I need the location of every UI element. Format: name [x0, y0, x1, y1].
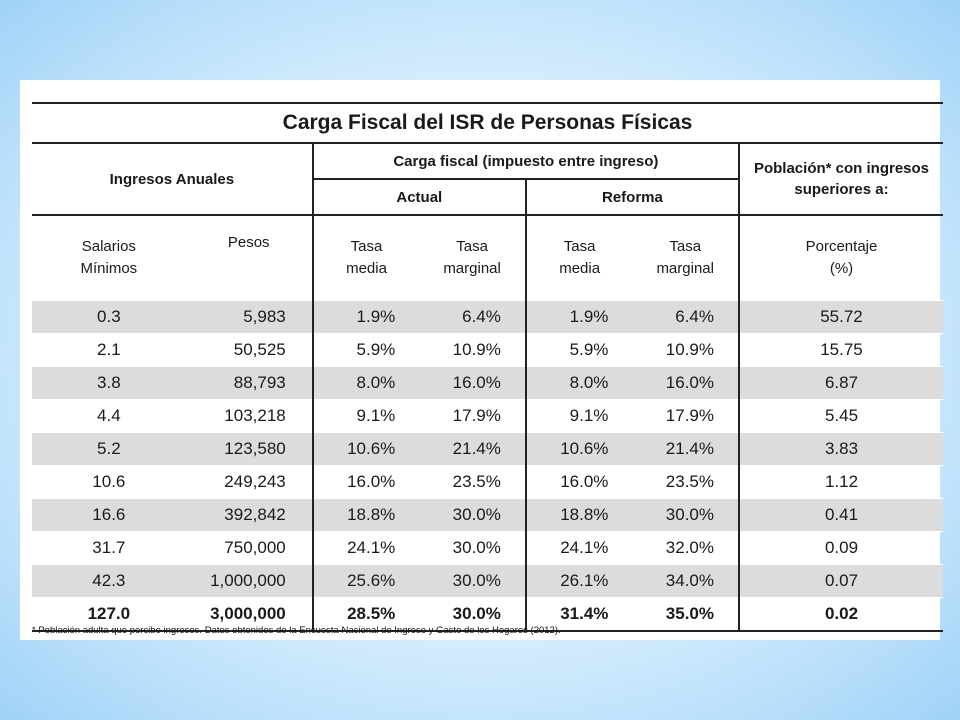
- cell-reforma-tasa-marginal: 34.0%: [632, 565, 739, 598]
- cell-actual-tasa-media: 25.6%: [313, 565, 420, 598]
- cell-actual-tasa-media: 24.1%: [313, 532, 420, 565]
- cell-poblacion-porcentaje: 0.07: [739, 565, 943, 598]
- header-poblacion-line2: superiores a:: [794, 181, 889, 198]
- header-ingresos: Ingresos Anuales: [32, 143, 313, 215]
- cell-salarios-minimos: 42.3: [32, 565, 186, 598]
- porcentaje-line2: (%): [829, 260, 854, 277]
- cell-salarios-minimos: 31.7: [32, 532, 186, 565]
- cell-reforma-tasa-media: 8.0%: [526, 367, 633, 400]
- cell-actual-tasa-marginal: 23.5%: [419, 466, 526, 499]
- cell-reforma-tasa-media: 1.9%: [526, 301, 633, 334]
- header-actual: Actual: [313, 179, 526, 215]
- header-reforma: Reforma: [526, 179, 739, 215]
- table-row: [32, 334, 943, 367]
- cell-reforma-tasa-media: 24.1%: [526, 532, 633, 565]
- cell-actual-tasa-media: 28.5%: [313, 598, 420, 632]
- header-salarios-minimos: [32, 215, 186, 301]
- cell-salarios-minimos: 5.2: [32, 433, 186, 466]
- tasa-label: Tasa: [669, 238, 702, 255]
- cell-reforma-tasa-marginal: 16.0%: [632, 367, 739, 400]
- table-title: Carga Fiscal del ISR de Personas Físicas: [32, 103, 943, 143]
- table-row: [32, 433, 943, 466]
- cell-actual-tasa-marginal: 30.0%: [419, 565, 526, 598]
- cell-actual-tasa-media: 1.9%: [313, 301, 420, 334]
- cell-poblacion-porcentaje: 5.45: [739, 400, 943, 433]
- tasa-label: Tasa: [563, 238, 596, 255]
- cell-poblacion-porcentaje: 15.75: [739, 334, 943, 367]
- cell-actual-tasa-media: 18.8%: [313, 499, 420, 532]
- cell-actual-tasa-marginal: 17.9%: [419, 400, 526, 433]
- cell-reforma-tasa-marginal: 30.0%: [632, 499, 739, 532]
- table-row: [32, 466, 943, 499]
- cell-salarios-minimos: 0.3: [32, 301, 186, 334]
- cell-poblacion-porcentaje: 55.72: [739, 301, 943, 334]
- cell-reforma-tasa-media: 5.9%: [526, 334, 633, 367]
- header-porcentaje: [739, 215, 943, 301]
- cell-reforma-tasa-marginal: 21.4%: [632, 433, 739, 466]
- media-label: media: [559, 260, 601, 277]
- header-carga-fiscal: Carga fiscal (impuesto entre ingreso): [313, 143, 739, 179]
- cell-actual-tasa-media: 8.0%: [313, 367, 420, 400]
- cell-poblacion-porcentaje: 3.83: [739, 433, 943, 466]
- cell-actual-tasa-marginal: 16.0%: [419, 367, 526, 400]
- cell-actual-tasa-marginal: 10.9%: [419, 334, 526, 367]
- cell-pesos: 1,000,000: [186, 565, 313, 598]
- table-row: [32, 532, 943, 565]
- table-row: [32, 499, 943, 532]
- tasa-label: Tasa: [456, 238, 488, 255]
- tasa-label: Tasa: [350, 238, 383, 255]
- cell-actual-tasa-marginal: 30.0%: [419, 598, 526, 632]
- cell-salarios-minimos: 10.6: [32, 466, 186, 499]
- table-row: [32, 565, 943, 598]
- cell-poblacion-porcentaje: 1.12: [739, 466, 943, 499]
- cell-reforma-tasa-marginal: 35.0%: [632, 598, 739, 632]
- cell-actual-tasa-media: 10.6%: [313, 433, 420, 466]
- cell-salarios-minimos: 4.4: [32, 400, 186, 433]
- cell-actual-tasa-media: 9.1%: [313, 400, 420, 433]
- cell-reforma-tasa-marginal: 10.9%: [632, 334, 739, 367]
- cell-reforma-tasa-marginal: 17.9%: [632, 400, 739, 433]
- cell-pesos: 249,243: [186, 466, 313, 499]
- cell-reforma-tasa-media: 31.4%: [526, 598, 633, 632]
- table-row: [32, 400, 943, 433]
- cell-pesos: 103,218: [186, 400, 313, 433]
- cell-actual-tasa-marginal: 30.0%: [419, 499, 526, 532]
- cell-actual-tasa-marginal: 30.0%: [419, 532, 526, 565]
- cell-reforma-tasa-media: 10.6%: [526, 433, 633, 466]
- salarios-line2: Mínimos: [80, 260, 138, 277]
- cell-pesos: 88,793: [186, 367, 313, 400]
- cell-pesos: 750,000: [186, 532, 313, 565]
- tax-burden-table: [32, 102, 943, 632]
- header-poblacion-line1: Población* con ingresos: [753, 160, 930, 177]
- header-reforma-tasa-media: [526, 215, 633, 301]
- marginal-label: marginal: [443, 260, 501, 277]
- cell-reforma-tasa-media: 16.0%: [526, 466, 633, 499]
- cell-salarios-minimos: 16.6: [32, 499, 186, 532]
- cell-reforma-tasa-marginal: 23.5%: [632, 466, 739, 499]
- cell-pesos: 123,580: [186, 433, 313, 466]
- cell-pesos: 392,842: [186, 499, 313, 532]
- table-row: [32, 301, 943, 334]
- cell-actual-tasa-media: 16.0%: [313, 466, 420, 499]
- table-row: [32, 367, 943, 400]
- table-body: [32, 301, 943, 632]
- cell-reforma-tasa-marginal: 32.0%: [632, 532, 739, 565]
- cell-poblacion-porcentaje: 0.09: [739, 532, 943, 565]
- cell-salarios-minimos: 2.1: [32, 334, 186, 367]
- footnote: * Población adulta que percibe ingresos. Datos obtenidos de la Encuesta Nacional de Ingreso y Gasto de los Hogares (2012).: [32, 625, 561, 636]
- cell-actual-tasa-media: 5.9%: [313, 334, 420, 367]
- media-label: media: [346, 260, 387, 277]
- cell-pesos: 50,525: [186, 334, 313, 367]
- cell-salarios-minimos: 3.8: [32, 367, 186, 400]
- header-pesos: Pesos: [186, 215, 313, 301]
- cell-poblacion-porcentaje: 0.02: [739, 598, 943, 632]
- cell-reforma-tasa-media: 26.1%: [526, 565, 633, 598]
- cell-reforma-tasa-media: 18.8%: [526, 499, 633, 532]
- header-poblacion: [739, 143, 943, 215]
- cell-pesos: 5,983: [186, 301, 313, 334]
- salarios-line1: Salarios: [81, 238, 136, 255]
- cell-salarios-minimos: 127.0: [32, 598, 186, 632]
- header-actual-tasa-marginal: [419, 215, 526, 301]
- porcentaje-line1: Porcentaje: [805, 238, 878, 255]
- cell-reforma-tasa-marginal: 6.4%: [632, 301, 739, 334]
- cell-poblacion-porcentaje: 6.87: [739, 367, 943, 400]
- cell-actual-tasa-marginal: 6.4%: [419, 301, 526, 334]
- cell-pesos: 3,000,000: [186, 598, 313, 632]
- cell-reforma-tasa-media: 9.1%: [526, 400, 633, 433]
- cell-poblacion-porcentaje: 0.41: [739, 499, 943, 532]
- marginal-label: marginal: [656, 260, 714, 277]
- slide-card: [20, 80, 940, 640]
- header-reforma-tasa-marginal: [632, 215, 739, 301]
- cell-actual-tasa-marginal: 21.4%: [419, 433, 526, 466]
- header-actual-tasa-media: [313, 215, 420, 301]
